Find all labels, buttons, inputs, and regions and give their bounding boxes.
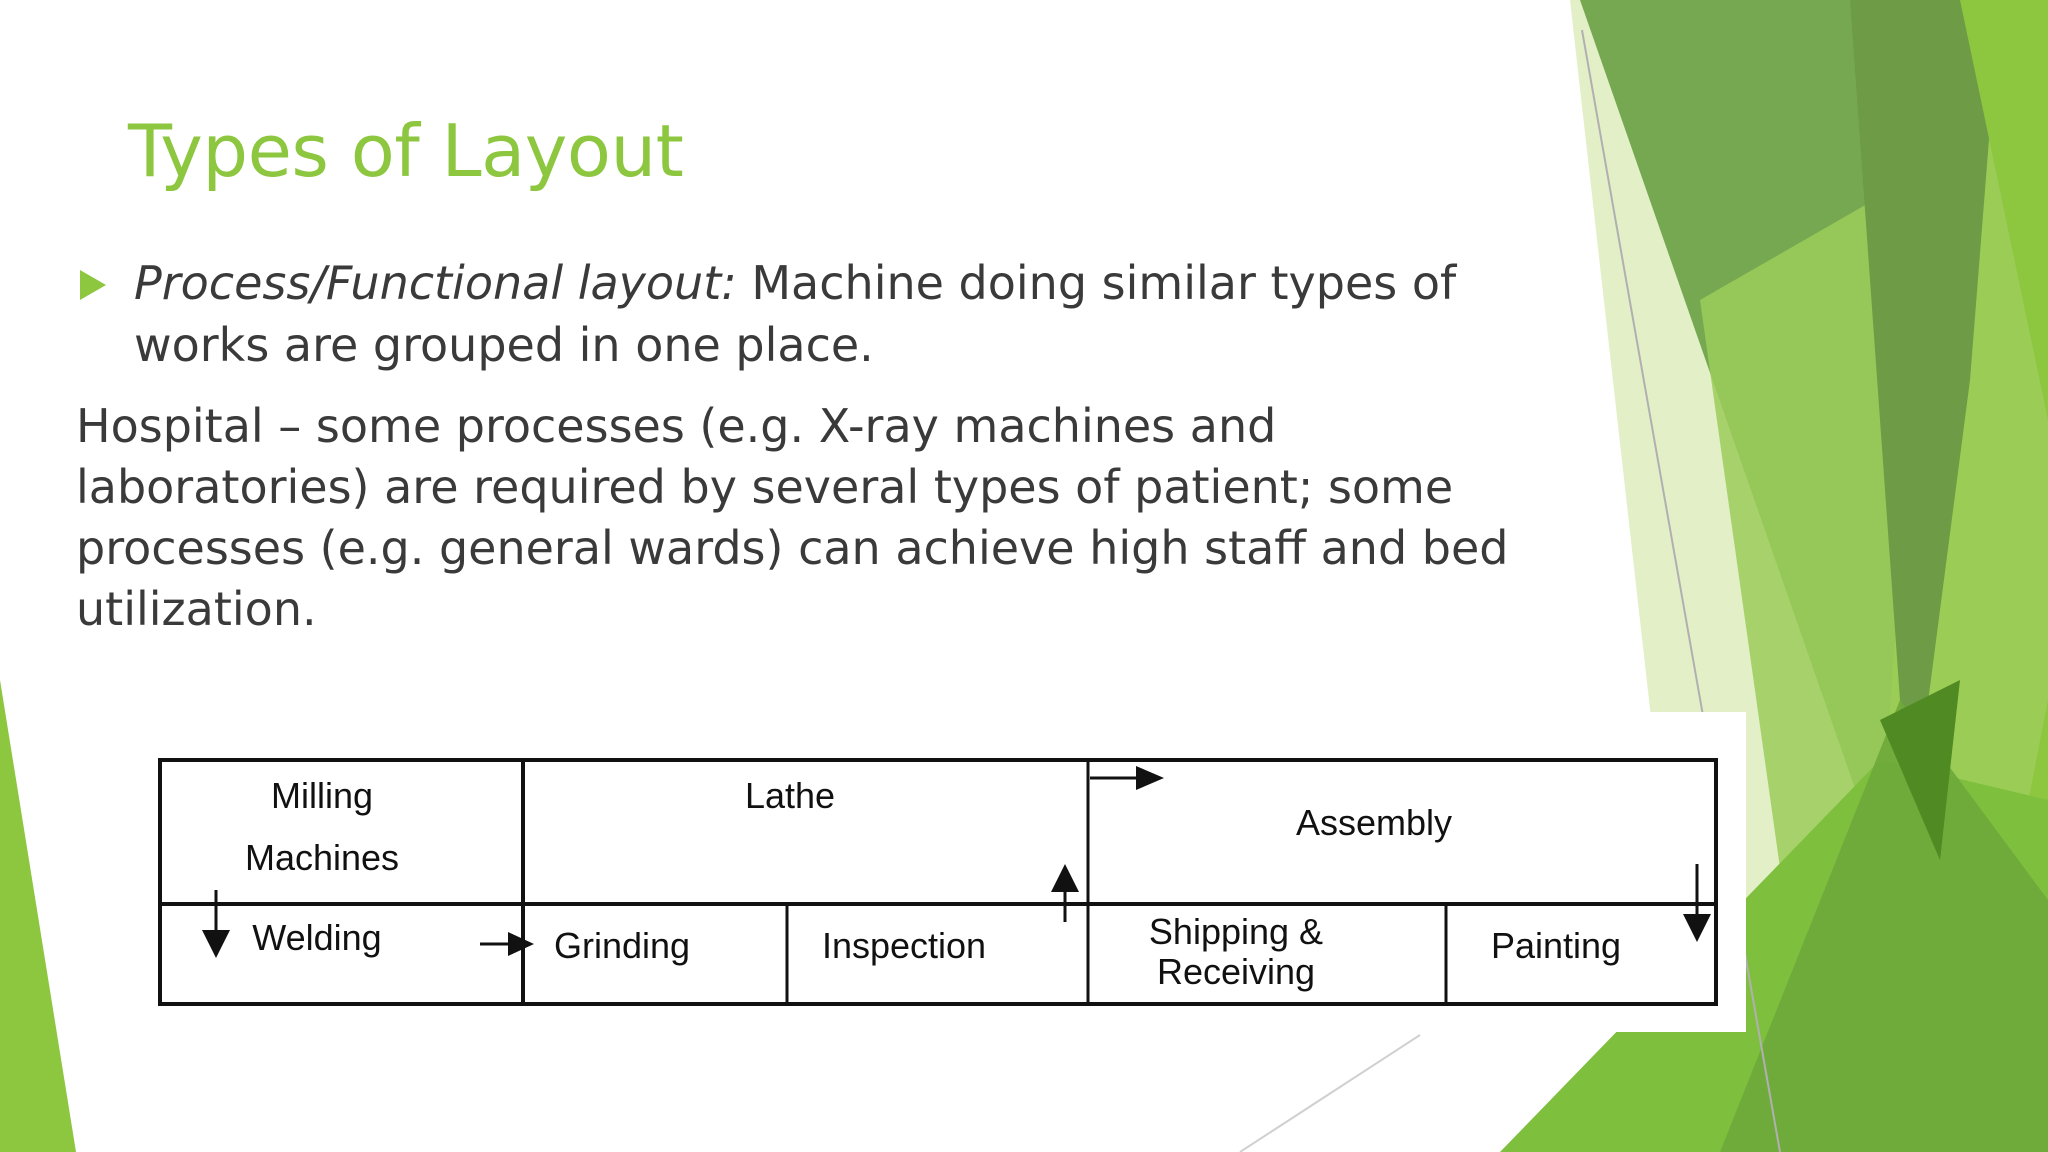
bullet-item <box>78 252 1498 376</box>
bullet-description: Machine doing similar types of works are grouped in one place. <box>134 256 1457 372</box>
bullet-text <box>134 252 1498 376</box>
bullet-italic-term: Process/Functional layout: <box>134 256 737 310</box>
label-milling-machines <box>224 776 420 877</box>
triangle-bullet-icon <box>78 268 108 302</box>
label-lathe: Lathe <box>744 775 836 816</box>
label-assembly: Assembly <box>1295 802 1453 843</box>
label-shipping-receiving <box>1106 912 1366 991</box>
label-receiving: Receiving <box>1156 950 1316 992</box>
hospital-paragraph: Hospital – some processes (e.g. X-ray machines and laboratories) are required by several types of patient; some processes (e.g. general wards) can achieve high staff and bed utilization. <box>76 399 1509 636</box>
label-shipping: Shipping & <box>1148 911 1324 952</box>
label-machines: Machines <box>244 836 400 878</box>
label-grinding: Grinding <box>554 925 691 966</box>
label-inspection: Inspection <box>821 925 987 966</box>
label-painting: Painting <box>1490 925 1622 966</box>
label-milling: Milling <box>270 775 374 816</box>
label-welding: Welding <box>252 917 382 958</box>
slide-title: Types of Layout <box>128 109 684 193</box>
